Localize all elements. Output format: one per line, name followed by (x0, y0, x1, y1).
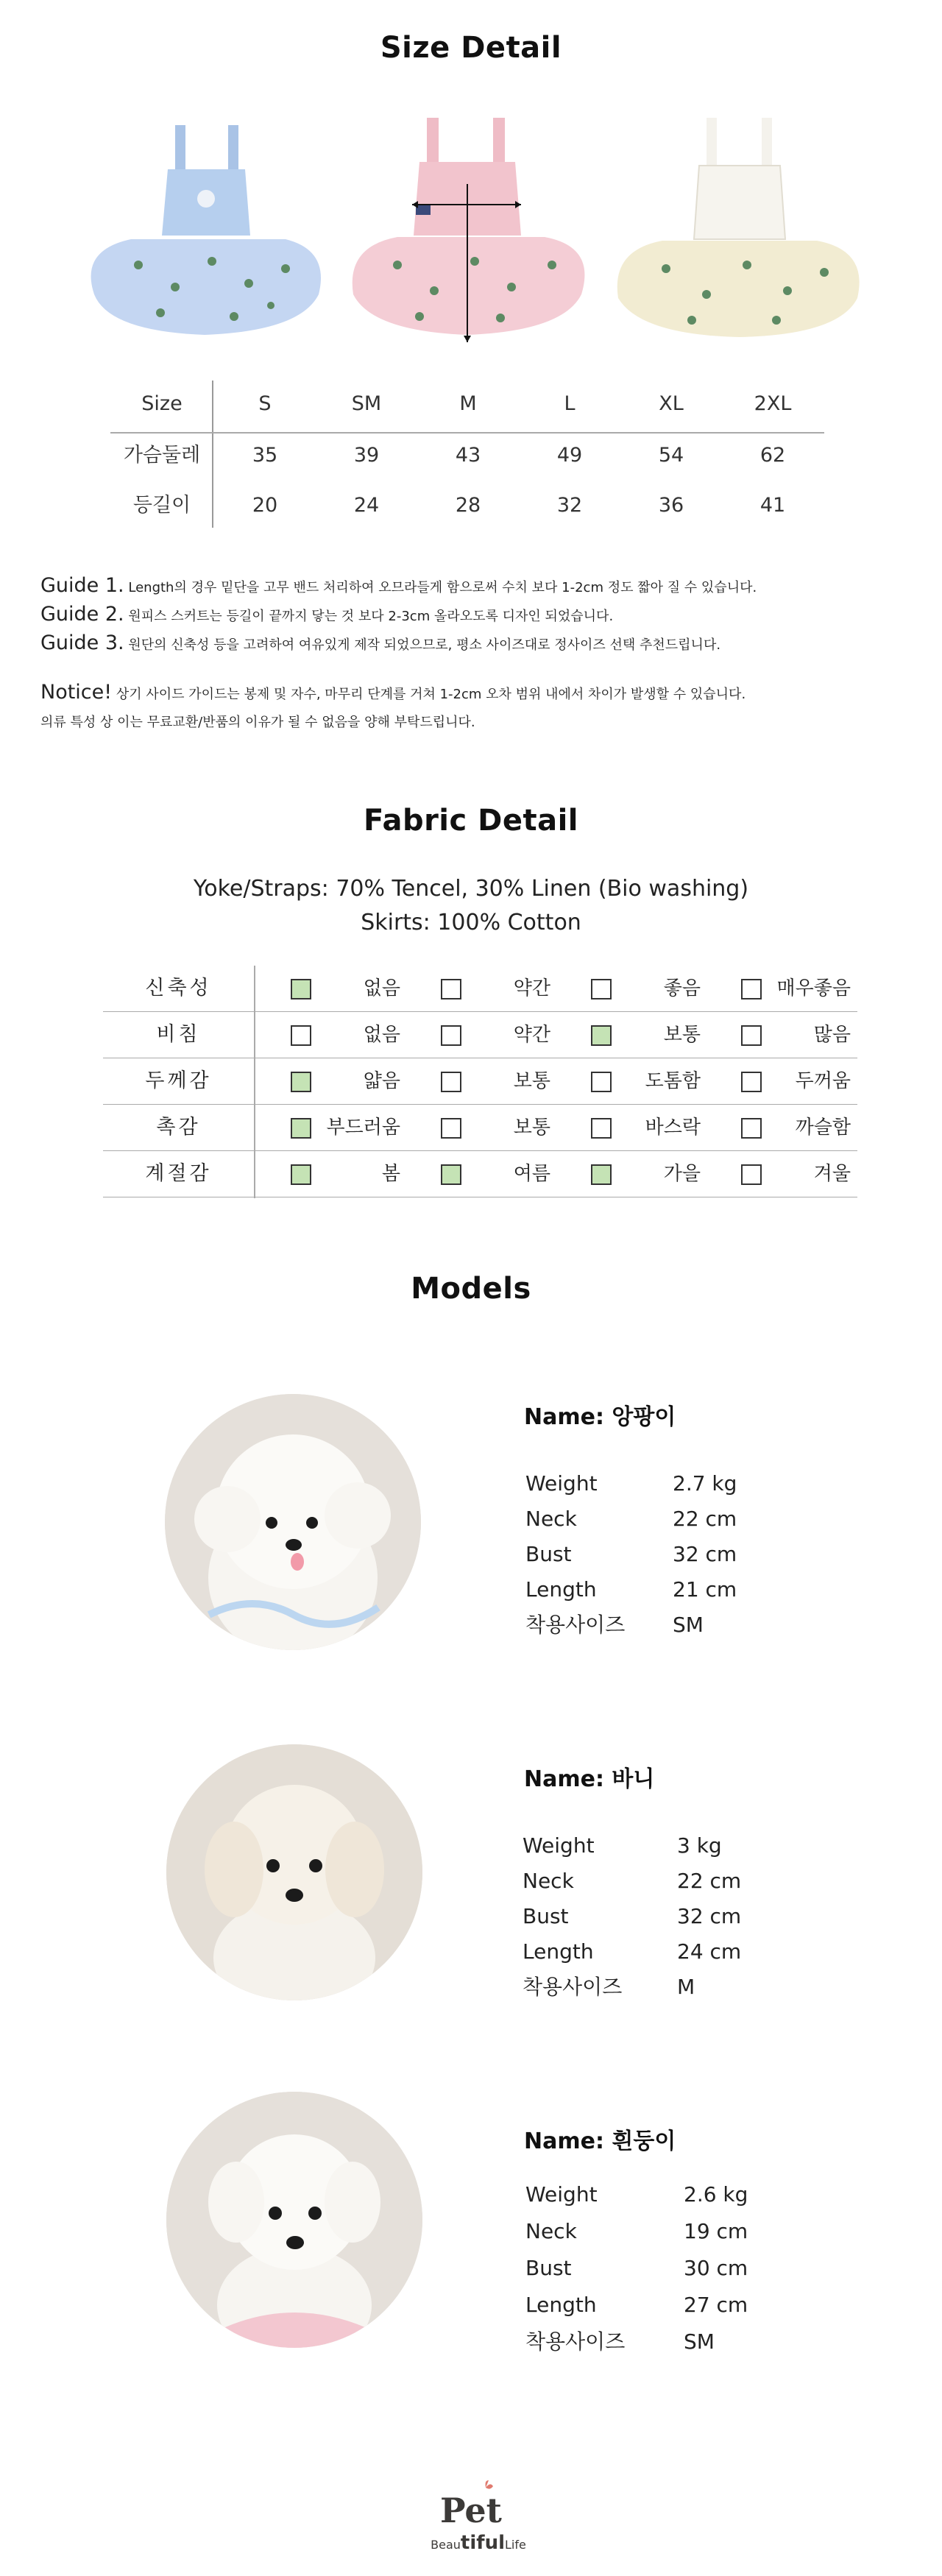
stat-value: 21 cm (673, 1577, 737, 1602)
fabric-row (103, 1105, 857, 1151)
notice-line-1: 상기 사이드 가이드는 봉제 및 자수, 마무리 단계를 거쳐 1-2cm 오차 범위 내에서 차이가 발생할 수 있습니다. (116, 687, 746, 702)
fabric-option (255, 1105, 406, 1150)
logo-suffix: Life (505, 2538, 526, 2552)
fabric-option-label: 없음 (363, 1024, 400, 1046)
fabric-row-label: 촉감 (156, 1116, 201, 1139)
guide-text: 원피스 스커트는 등길이 끝까지 닿는 것 보다 2-3cm 올라오도록 디자인 되었습니다. (128, 609, 614, 624)
unchecked-box-icon (441, 1118, 461, 1139)
fabric-option-label: 부드러움 (326, 1117, 400, 1139)
models-title: Models (411, 1272, 531, 1306)
stat-key: Neck (525, 2219, 577, 2243)
brand-logo (412, 2480, 545, 2561)
checked-box-icon (591, 1025, 612, 1046)
size-value: 43 (455, 444, 481, 467)
guide-text: 원단의 신축성 등을 고려하여 여유있게 제작 되었으므로, 평소 사이즈대로 정사이즈 선택 추천드립니다. (128, 637, 721, 653)
size-value: 28 (455, 494, 481, 517)
size-row-back (110, 481, 824, 531)
fabric-row (103, 1012, 857, 1058)
size-header-cell: L (564, 392, 576, 415)
stat-value: 3 kg (677, 1833, 722, 1858)
model-name-3: Name: 흰둥이 (524, 2129, 676, 2154)
fabric-option (406, 1012, 556, 1058)
size-header-cell: 2XL (754, 392, 792, 415)
fabric-option (706, 1012, 857, 1058)
fabric-option-label: 도톰함 (645, 1070, 701, 1092)
size-row-chest (110, 431, 824, 481)
fabric-row-label: 비침 (156, 1023, 201, 1046)
fabric-option-label: 약간 (513, 977, 550, 999)
logo-tagline (412, 2532, 545, 2554)
stat-value: 32 cm (673, 1542, 737, 1566)
logo-prefix: Beau (431, 2538, 461, 2552)
guide-text: Length의 경우 밑단을 고무 밴드 처리하여 오므라들게 함으로써 수치 보다 1-2cm 정도 짧아 질 수 있습니다. (128, 580, 757, 595)
size-guides (40, 573, 909, 659)
fabric-option (556, 1105, 706, 1150)
stat-key: Weight (525, 1471, 598, 1496)
fabric-option (255, 966, 406, 1011)
fabric-option (556, 1012, 706, 1058)
model-photo-2 (166, 1744, 422, 2000)
size-value: 62 (759, 444, 786, 467)
unchecked-box-icon (741, 979, 762, 999)
logo-word-pet: Pet (440, 2491, 502, 2530)
unchecked-box-icon (591, 1072, 612, 1092)
stat-value: 2.6 kg (684, 2182, 748, 2207)
fabric-option-label: 없음 (363, 977, 400, 999)
fabric-row-label: 두께감 (145, 1069, 212, 1092)
guide-1 (40, 573, 909, 601)
guide-key: Guide 1. (40, 574, 124, 597)
fabric-detail-title: Fabric Detail (363, 804, 579, 838)
size-value: 35 (252, 444, 278, 467)
dress-image-pink (331, 110, 611, 353)
stat-value: 24 cm (677, 1939, 742, 1964)
unchecked-box-icon (741, 1164, 762, 1185)
stat-value: SM (684, 2329, 715, 2354)
size-header-label: Size (141, 392, 183, 415)
size-header-row (110, 379, 824, 429)
fabric-option-label: 매우좋음 (776, 977, 851, 999)
notice (40, 679, 909, 737)
unchecked-box-icon (441, 979, 461, 999)
size-value: 20 (252, 494, 278, 517)
size-value: 36 (658, 494, 684, 517)
stat-key: Bust (523, 1904, 569, 1928)
fabric-option-label: 약간 (513, 1024, 550, 1046)
checked-box-icon (291, 979, 311, 999)
unchecked-box-icon (591, 1118, 612, 1139)
checked-box-icon (291, 1118, 311, 1139)
stat-key: Neck (525, 1507, 577, 1531)
size-detail-title: Size Detail (380, 31, 562, 65)
fabric-option (556, 1058, 706, 1104)
stat-key: Length (525, 2293, 597, 2317)
stat-key: Length (523, 1939, 594, 1964)
size-table-divider (110, 432, 824, 434)
notice-line-2: 의류 특성 상 이는 무료교환/반품의 이유가 될 수 없음을 양해 부탁드립니다. (40, 715, 475, 730)
fabric-option-label: 바스락 (645, 1117, 701, 1139)
stat-value: 27 cm (684, 2293, 748, 2317)
size-value: 49 (556, 444, 583, 467)
stat-value: 30 cm (684, 2256, 748, 2280)
size-value: 32 (556, 494, 583, 517)
unchecked-box-icon (591, 979, 612, 999)
checked-box-icon (591, 1164, 612, 1185)
size-table-divider (212, 381, 213, 528)
dress-image-cream (600, 110, 879, 353)
fabric-composition-yoke: Yoke/Straps: 70% Tencel, 30% Linen (Bio washing) (193, 876, 749, 902)
stat-value: 22 cm (677, 1869, 742, 1893)
stat-key: Weight (523, 1833, 595, 1858)
size-value: 39 (353, 444, 380, 467)
unchecked-box-icon (741, 1025, 762, 1046)
fabric-option (556, 966, 706, 1011)
stat-key: Bust (525, 1542, 572, 1566)
fabric-option-label: 겨울 (813, 1163, 851, 1185)
fabric-option (255, 1058, 406, 1104)
unchecked-box-icon (741, 1072, 762, 1092)
fabric-option-label: 보통 (513, 1117, 550, 1139)
fabric-option-label: 까슬함 (795, 1117, 851, 1139)
model-photo-3 (166, 2092, 422, 2348)
fabric-option-label: 좋음 (663, 977, 701, 999)
size-value: 41 (759, 494, 786, 517)
stat-value: 32 cm (677, 1904, 742, 1928)
unchecked-box-icon (741, 1118, 762, 1139)
fabric-option (706, 966, 857, 1011)
model-photo-1 (165, 1394, 421, 1650)
size-value: 24 (353, 494, 380, 517)
stat-key: 착용사이즈 (525, 1613, 626, 1637)
fabric-option-label: 여름 (513, 1163, 550, 1185)
fabric-option (406, 1151, 556, 1197)
size-header-cell: S (258, 392, 272, 415)
fabric-option-label: 봄 (381, 1163, 400, 1185)
checked-box-icon (291, 1072, 311, 1092)
size-table (110, 379, 824, 531)
guide-key: Guide 2. (40, 603, 124, 626)
fabric-row (103, 966, 857, 1012)
stat-key: 착용사이즈 (523, 1975, 623, 1999)
fabric-row (103, 1058, 857, 1105)
stat-value: 19 cm (684, 2219, 748, 2243)
guide-key: Guide 3. (40, 631, 124, 654)
fabric-row-label: 계절감 (145, 1162, 212, 1185)
size-row-label: 등길이 (132, 494, 191, 517)
fabric-option (706, 1151, 857, 1197)
fabric-option (406, 966, 556, 1011)
fabric-option-label: 많음 (813, 1024, 851, 1046)
fabric-option (706, 1058, 857, 1104)
stat-key: 착용사이즈 (525, 2329, 626, 2354)
checked-box-icon (291, 1164, 311, 1185)
stat-value: 22 cm (673, 1507, 737, 1531)
guide-3 (40, 630, 909, 659)
fabric-option-label: 보통 (663, 1024, 701, 1046)
size-header-cell: XL (659, 392, 684, 415)
guide-2 (40, 601, 909, 630)
fabric-option-label: 두꺼움 (795, 1070, 851, 1092)
unchecked-box-icon (441, 1072, 461, 1092)
fabric-row-label: 신축성 (145, 977, 212, 999)
unchecked-box-icon (441, 1025, 461, 1046)
stat-key: Bust (525, 2256, 572, 2280)
fabric-option (706, 1105, 857, 1150)
size-header-cell: M (459, 392, 477, 415)
dress-image-blue (65, 110, 344, 353)
stat-key: Weight (525, 2182, 598, 2207)
fabric-option (406, 1058, 556, 1104)
size-header-cell: SM (351, 392, 382, 415)
fabric-option (556, 1151, 706, 1197)
fabric-composition-skirt: Skirts: 100% Cotton (361, 910, 581, 935)
fabric-option-label: 얇음 (363, 1070, 400, 1092)
fabric-option-label: 가을 (663, 1163, 701, 1185)
checked-box-icon (441, 1164, 461, 1185)
stat-value: 2.7 kg (673, 1471, 737, 1496)
notice-key: Notice! (40, 681, 113, 704)
fabric-option (406, 1105, 556, 1150)
fabric-table (103, 966, 857, 1197)
stat-value: SM (673, 1613, 704, 1637)
size-row-label: 가슴둘레 (123, 444, 201, 467)
size-value: 54 (658, 444, 684, 467)
fabric-row (103, 1151, 857, 1197)
stat-value: M (677, 1975, 695, 1999)
unchecked-box-icon (291, 1025, 311, 1046)
model-name-1: Name: 앙팡이 (524, 1404, 676, 1430)
fabric-option (255, 1012, 406, 1058)
logo-mid: tiful (460, 2532, 505, 2554)
stat-key: Neck (523, 1869, 574, 1893)
model-name-2: Name: 바니 (524, 1766, 655, 1792)
fabric-option-label: 보통 (513, 1070, 550, 1092)
fabric-option (255, 1151, 406, 1197)
stat-key: Length (525, 1577, 597, 1602)
